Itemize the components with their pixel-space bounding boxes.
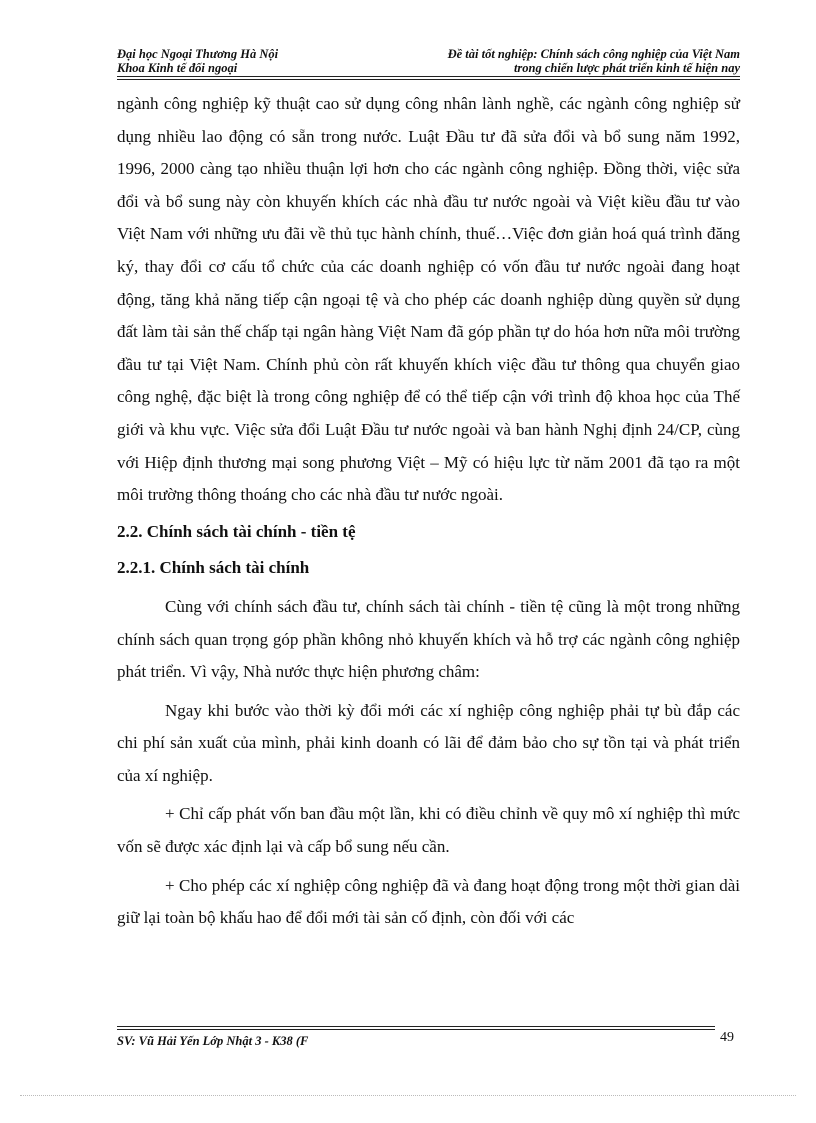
page-body (117, 88, 740, 935)
page-bottom-border (20, 1095, 796, 1096)
header-university: Đại học Ngoại Thương Hà Nội (117, 47, 279, 61)
header-left (117, 47, 278, 75)
paragraph-depreciation: + Cho phép các xí nghiệp công nghiệp đã và đang hoạt động trong một thời gian dài giữ lại toàn bộ khấu hao để đổi mới tài sản cố định, còn đối với các (117, 875, 740, 928)
footer-student-info: SV: Vũ Hải Yến Lớp Nhật 3 - K38 (F (117, 1034, 309, 1048)
paragraph-investment-law: ngành công nghiệp kỹ thuật cao sử dụng công nhân lành nghề, các ngành công nghiệp sử dụng nhiều lao động có sẵn trong nước. Luật Đầu tư đã sửa đổi và bổ sung năm 1992, 1996, 2000 càng tạo nhiều thuận lợi hơn cho các ngành công nghiệp. Đồng thời, việc sửa đổi và bổ sung này còn khuyến khích các nhà đầu tư nước ngoài và Việt kiều đầu tư vào Việt Nam với những ưu đãi về thủ tục hành chính, thuế…Việc đơn giản hoá quá trình đăng ký, thay đổi cơ cấu tổ chức của các doanh nghiệp có vốn đầu tư nước ngoài đang hoạt động, tăng khả năng tiếp cận ngoại tệ và cho phép các doanh nghiệp dùng quyền sử dụng đất làm tài sản thế chấp tại ngân hàng Việt Nam đã góp phần tự do hóa hơn nữa môi trường đầu tư tại Việt Nam. Chính phủ còn rất khuyến khích việc đầu tư thông qua chuyển giao công nghệ, đặc biệt là trong công nghiệp để có thể tiếp cận với trình độ khoa học của Thế giới và khu vực. Việc sửa đổi Luật Đầu tư nước ngoài và ban hành Nghị định 24/CP, cùng với Hiệp định thương mại song phương Việt – Mỹ có hiệu lực từ năm 2001 đã tạo ra một môi trường thông thoáng cho các nhà đầu tư nước ngoài. (117, 94, 740, 505)
header-rule (117, 76, 740, 77)
paragraph-finance-policy: Cùng với chính sách đầu tư, chính sách tài chính - tiền tệ cũng là một trong những chính sách quan trọng góp phần không nhỏ khuyến khích và hỗ trợ các ngành công nghiệp phát triển. Vì vậy, Nhà nước thực hiện phương châm: (117, 596, 740, 682)
header-thesis-subtitle: trong chiến lược phát triển kinh tế hiện nay (513, 61, 740, 75)
header-right (448, 47, 740, 75)
section-heading-2-2: 2.2. Chính sách tài chính - tiền tệ (117, 521, 356, 541)
section-heading-2-2-1: 2.2.1. Chính sách tài chính (117, 558, 310, 578)
footer-rule-double (117, 1029, 715, 1030)
footer-rule (117, 1026, 715, 1027)
paragraph-capital-allocation: + Chỉ cấp phát vốn ban đầu một lần, khi có điều chỉnh về quy mô xí nghiệp thì mức vốn sẽ được xác định lại và cấp bổ sung nếu cần. (117, 804, 740, 857)
page-number: 49 (720, 1030, 734, 1045)
header-faculty: Khoa Kinh tế đối ngoại (117, 61, 238, 75)
header-rule-double (117, 79, 740, 80)
paragraph-self-financing: Ngay khi bước vào thời kỳ đổi mới các xí nghiệp công nghiệp phải tự bù đắp các chi phí sản xuất của mình, phải kinh doanh có lãi để đảm bảo cho sự tồn tại và phát triển của xí nghiệp. (117, 700, 740, 785)
header-thesis-title: Đề tài tốt nghiệp: Chính sách công nghiệp của Việt Nam (447, 47, 740, 61)
